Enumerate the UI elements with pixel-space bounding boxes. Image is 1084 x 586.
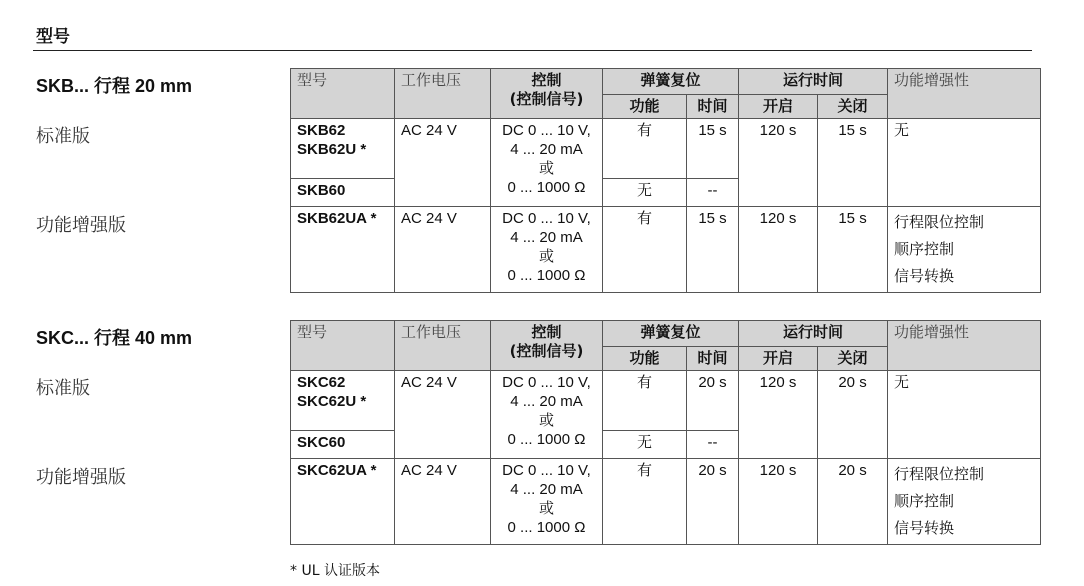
control-sub-label: (控制信号) — [509, 90, 584, 108]
model-cell: SKB60 — [291, 179, 395, 207]
col-header-feature: 功能增强性 — [888, 69, 1041, 119]
col-header-type: 型号 — [291, 69, 395, 119]
control-line: 0 ... 1000 Ω — [507, 267, 586, 284]
control-line: 0 ... 1000 Ω — [507, 179, 586, 196]
col-header-spring-time: 时间 — [687, 347, 739, 371]
spring-func-cell: 无 — [603, 179, 687, 207]
col-header-spring-func: 功能 — [603, 347, 687, 371]
footnote: * UL 认证版本 — [290, 563, 380, 579]
col-header-spring: 弹簧复位 — [603, 69, 739, 95]
model-name: SKC62U * — [297, 393, 367, 410]
spec-table-skc — [290, 320, 1041, 545]
col-header-feature: 功能增强性 — [888, 321, 1041, 371]
standard-label-skb: 标准版 — [36, 126, 90, 147]
close-time-cell: 20 s — [818, 459, 888, 545]
col-header-voltage: 工作电压 — [395, 321, 491, 371]
model-cell — [291, 371, 395, 431]
col-header-type: 型号 — [291, 321, 395, 371]
control-cell — [491, 371, 603, 459]
feature-item: 行程限位控制 — [894, 465, 985, 483]
col-header-voltage: 工作电压 — [395, 69, 491, 119]
control-label: 控制 — [531, 323, 562, 341]
col-header-spring-time: 时间 — [687, 95, 739, 119]
spring-time-cell: 15 s — [687, 207, 739, 293]
page-heading: 型号 — [36, 27, 70, 47]
open-time-cell: 120 s — [739, 207, 818, 293]
control-line: 或 — [538, 159, 554, 177]
control-line: DC 0 ... 10 V, — [502, 374, 591, 391]
control-line: 4 ... 20 mA — [510, 393, 583, 410]
spring-func-cell: 有 — [603, 371, 687, 431]
control-line: 4 ... 20 mA — [510, 229, 583, 246]
enhanced-label-skc: 功能增强版 — [36, 467, 126, 488]
feature-cell: 无 — [888, 119, 1041, 207]
spec-table-skb — [290, 68, 1041, 293]
voltage-cell: AC 24 V — [395, 119, 491, 207]
control-line: DC 0 ... 10 V, — [502, 210, 591, 227]
col-header-control — [491, 69, 603, 119]
table-header-row — [291, 321, 1041, 347]
voltage-cell: AC 24 V — [395, 459, 491, 545]
close-time-cell: 15 s — [818, 119, 888, 207]
close-time-cell: 15 s — [818, 207, 888, 293]
control-line: 或 — [538, 499, 554, 517]
spring-func-cell: 有 — [603, 207, 687, 293]
feature-item: 行程限位控制 — [894, 213, 985, 231]
close-time-cell: 20 s — [818, 371, 888, 459]
control-line: 0 ... 1000 Ω — [507, 431, 586, 448]
model-name: SKB62 — [297, 122, 346, 139]
voltage-cell: AC 24 V — [395, 207, 491, 293]
control-line: 4 ... 20 mA — [510, 141, 583, 158]
col-header-spring: 弹簧复位 — [603, 321, 739, 347]
col-header-runtime: 运行时间 — [739, 69, 888, 95]
feature-item: 顺序控制 — [894, 492, 955, 510]
model-cell: SKC62UA * — [291, 459, 395, 545]
control-line: 或 — [538, 247, 554, 265]
table-header-row — [291, 69, 1041, 95]
spring-time-cell: 20 s — [687, 459, 739, 545]
col-header-open: 开启 — [739, 347, 818, 371]
feature-item: 顺序控制 — [894, 240, 955, 258]
standard-label-skc: 标准版 — [36, 378, 90, 399]
model-name: SKC62 — [297, 374, 346, 391]
feature-item: 信号转换 — [894, 519, 955, 537]
voltage-cell: AC 24 V — [395, 371, 491, 459]
col-header-close: 关闭 — [818, 95, 888, 119]
table-row — [291, 207, 1041, 293]
heading-divider — [33, 50, 1032, 51]
control-line: 或 — [538, 411, 554, 429]
open-time-cell: 120 s — [739, 371, 818, 459]
control-line: 0 ... 1000 Ω — [507, 519, 586, 536]
table-row — [291, 119, 1041, 179]
spring-func-cell: 无 — [603, 431, 687, 459]
control-line: DC 0 ... 10 V, — [502, 122, 591, 139]
section-title-skb: SKB... 行程 20 mm — [36, 76, 193, 96]
col-header-runtime: 运行时间 — [739, 321, 888, 347]
model-cell: SKB62UA * — [291, 207, 395, 293]
spring-time-cell: 20 s — [687, 371, 739, 431]
open-time-cell: 120 s — [739, 119, 818, 207]
open-time-cell: 120 s — [739, 459, 818, 545]
spring-func-cell: 有 — [603, 459, 687, 545]
model-cell: SKC60 — [291, 431, 395, 459]
col-header-open: 开启 — [739, 95, 818, 119]
col-header-close: 关闭 — [818, 347, 888, 371]
table-row — [291, 371, 1041, 431]
spring-time-cell: 15 s — [687, 119, 739, 179]
section-title-skc: SKC... 行程 40 mm — [36, 328, 193, 348]
control-line: 4 ... 20 mA — [510, 481, 583, 498]
spring-func-cell: 有 — [603, 119, 687, 179]
control-cell — [491, 207, 603, 293]
control-line: DC 0 ... 10 V, — [502, 462, 591, 479]
spring-time-cell: -- — [687, 431, 739, 459]
feature-cell — [888, 459, 1041, 545]
feature-cell: 无 — [888, 371, 1041, 459]
model-cell — [291, 119, 395, 179]
model-name: SKB62U * — [297, 141, 367, 158]
col-header-control — [491, 321, 603, 371]
control-cell — [491, 459, 603, 545]
control-label: 控制 — [531, 71, 562, 89]
control-sub-label: (控制信号) — [509, 342, 584, 360]
control-cell — [491, 119, 603, 207]
enhanced-label-skb: 功能增强版 — [36, 215, 126, 236]
table-row — [291, 459, 1041, 545]
feature-cell — [888, 207, 1041, 293]
feature-item: 信号转换 — [894, 267, 955, 285]
spring-time-cell: -- — [687, 179, 739, 207]
col-header-spring-func: 功能 — [603, 95, 687, 119]
